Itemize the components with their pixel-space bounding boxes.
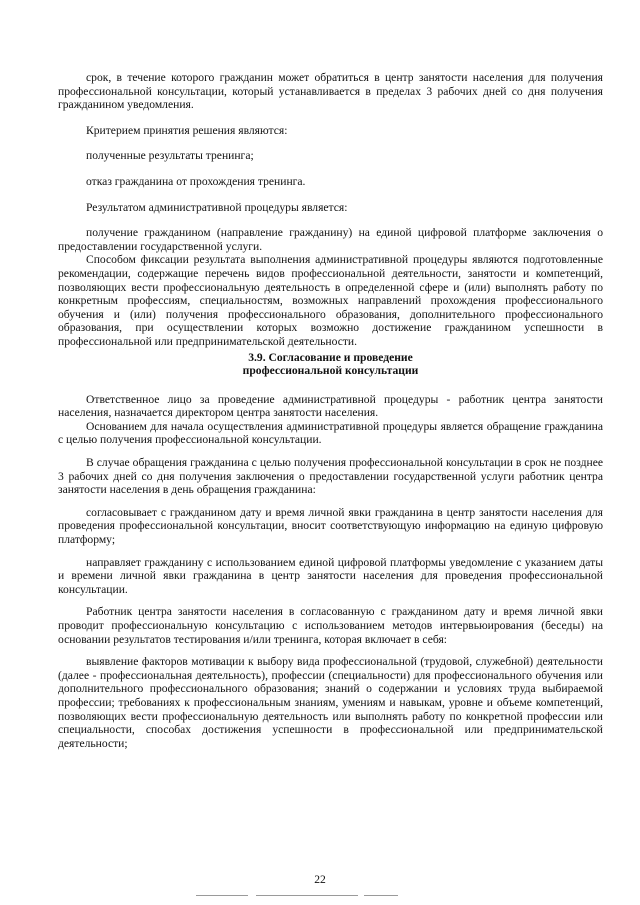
- paragraph: выявление факторов мотивации к выбору вида профессиональной (трудовой, служебной) деятельности (далее - профессиональная деятельность), профессии (специальности) для профессионального обучения или дополнительного профессионального образования; знаний о содержании и условиях труда выбираемой профессии; требованиях к профессиональным знаниям, умениям и навыкам, уровне и объеме компетенций, позволяющих вести профессиональную деятельность или выполнять работу по конкретной профессии или специальности, способах достижения успешности в профессиональной или предпринимательской деятельности;: [58, 655, 603, 750]
- paragraph: получение гражданином (направление гражданину) на единой цифровой платформе заключения о предоставлении государственной услуги.: [58, 226, 603, 253]
- paragraph: согласовывает с гражданином дату и время личной явки гражданина в центр занятости населения для проведения профессиональной консультации, вносит соответствующую информацию на единую цифровую платформу;: [58, 505, 603, 547]
- paragraph: В случае обращения гражданина с целью получения профессиональной консультации в срок не позднее 3 рабочих дней со дня получения заключения о предоставлении государственной услуги работник центра занятости населения в день обращения гражданина:: [58, 456, 603, 497]
- section-heading-line: профессиональной консультации: [242, 364, 419, 378]
- paragraph: Основанием для начала осуществления административной процедуры является обращение гражданина с целью получения профессиональной консультации.: [58, 419, 603, 447]
- paragraph: направляет гражданину с использованием единой цифровой платформы уведомление с указанием даты и времени личной явки гражданина в центр занятости населения для проведения профессиональной консультации.: [58, 555, 603, 596]
- paragraph: Критерием принятия решения являются:: [86, 123, 288, 137]
- footer-line: [196, 895, 248, 896]
- paragraph: полученные результаты тренинга;: [86, 149, 254, 163]
- footer-line: [364, 895, 398, 896]
- section-heading: [58, 351, 603, 378]
- paragraph: Результатом административной процедуры является:: [86, 200, 348, 214]
- paragraph: Работник центра занятости населения в согласованную с гражданином дату и время личной явки проводит профессиональную консультацию с использованием методов интервьюирования (беседы) на основании результатов тестирования и/или тренинга, которая включает в себя:: [58, 605, 603, 646]
- page-number: 22: [314, 873, 326, 886]
- paragraph: отказ гражданина от прохождения тренинга.: [86, 174, 306, 188]
- footer-line: [256, 895, 358, 896]
- paragraph: срок, в течение которого гражданин может обратиться в центр занятости населения для получения профессиональной консультации, который устанавливается в пределах 3 рабочих дней со дня получения гражданином уведомления.: [58, 71, 603, 112]
- paragraph: Ответственное лицо за проведение административной процедуры - работник центра занятости населения, назначается директором центра занятости населения.: [58, 392, 603, 420]
- paragraph: Способом фиксации результата выполнения административной процедуры являются подготовленные рекомендации, содержащие перечень видов профессиональной деятельности, занятости и компетенций, позволяющих вести профессиональную деятельность в определенной сфере и (или) выполнять работу по конкретным профессиям, специальностям, возможных направлений прохождения профессионального обучения и (или) получения профессионального образования, дополнительного профессионального образования, при осуществлении которых возможно достижение гражданином успешности в профессиональной или предпринимательской деятельности.: [58, 253, 603, 348]
- document-body: [58, 71, 603, 750]
- section-heading-line: 3.9. Согласование и проведение: [248, 350, 413, 364]
